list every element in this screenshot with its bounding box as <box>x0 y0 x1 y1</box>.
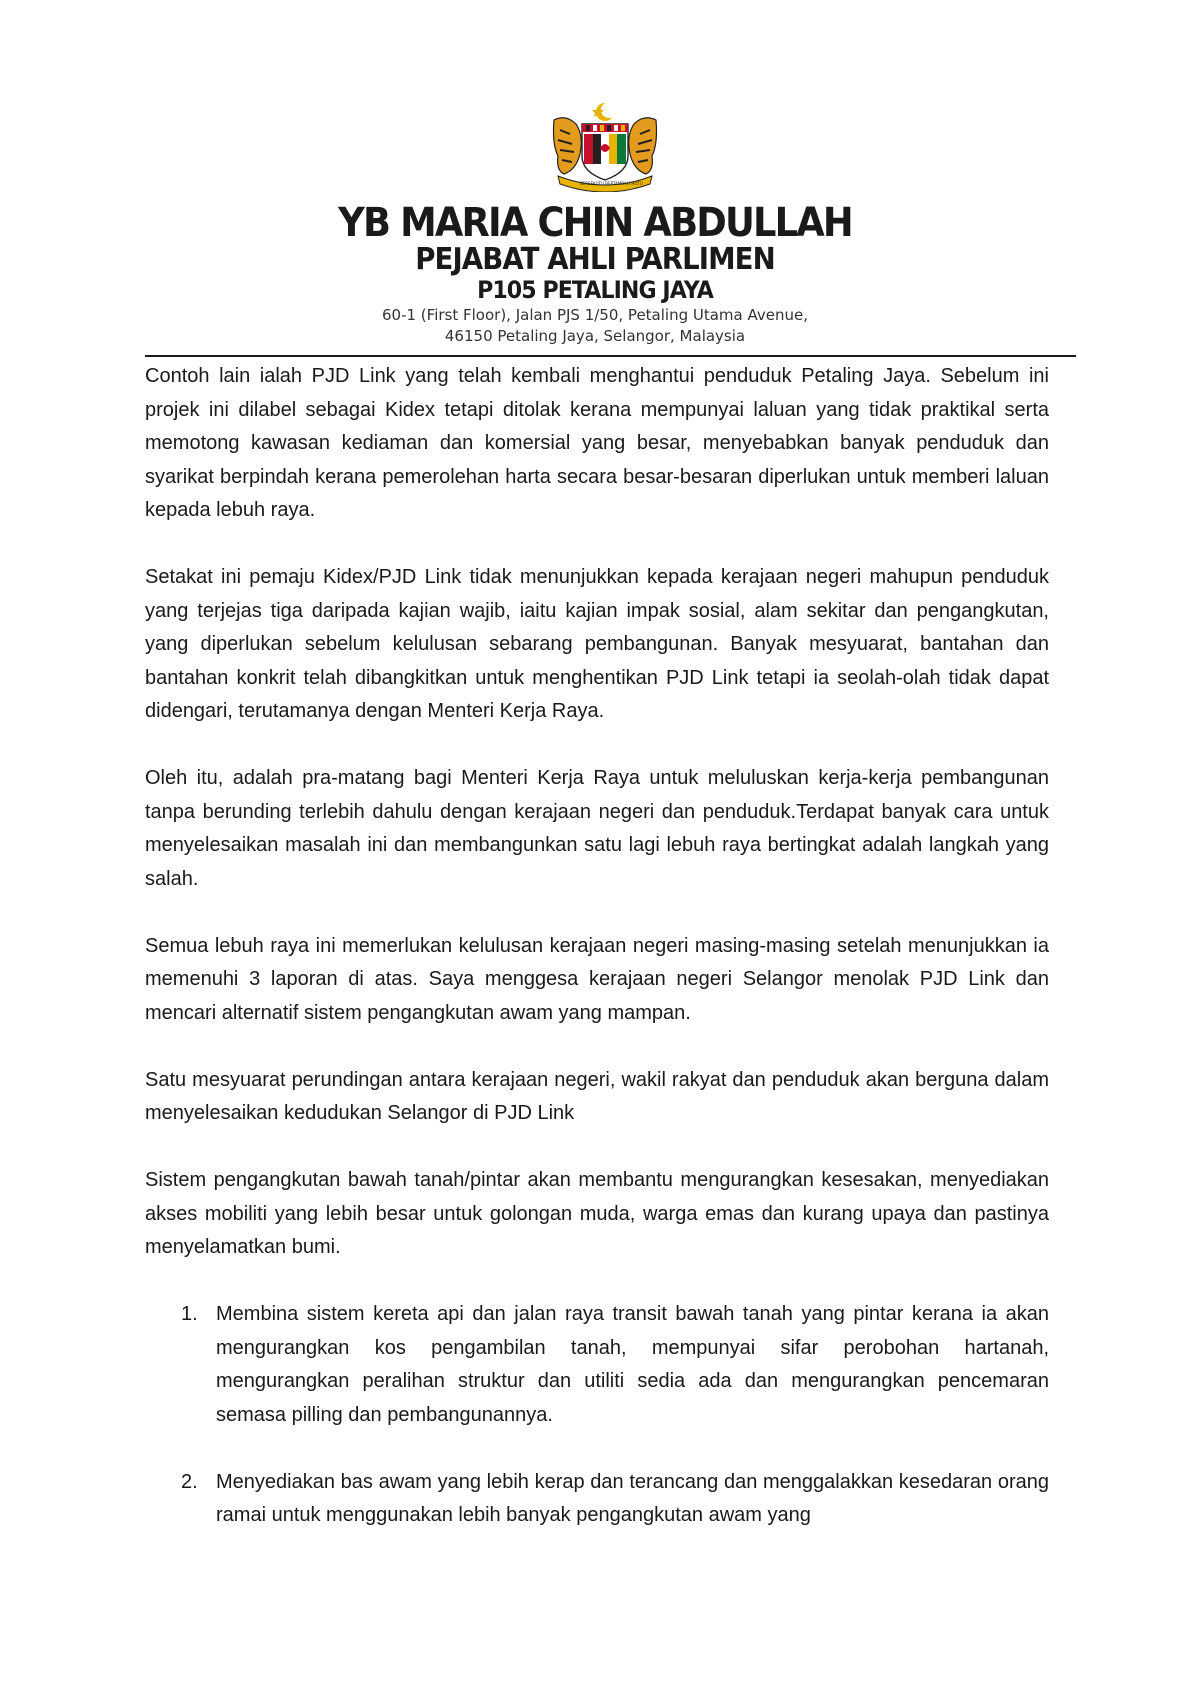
paragraph: Contoh lain ialah PJD Link yang telah kembali menghantui penduduk Petaling Jaya. Sebelum ini projek ini dilabel sebagai Kidex tetapi ditolak kerana mempunyai laluan yang tidak praktikal serta memotong kawasan kediaman dan komersial yang besar, menyebabkan banyak penduduk dan syarikat berpindah kerana pemerolehan harta secara besar-besaran diperlukan untuk memberi laluan kepada lebuh raya. <box>145 365 1049 521</box>
header-divider <box>145 355 1076 357</box>
list-text: Membina sistem kereta api dan jalan raya transit bawah tanah yang pintar kerana ia akan mengurangkan kos pengambilan tanah, mempunyai sifar perobohan hartanah, mengurangkan peralihan struktur dan utiliti sedia ada dan mengurangkan pencemaran semasa pilling dan pembangunannya. <box>216 1303 1049 1426</box>
paragraph: Semua lebuh raya ini memerlukan kelulusan kerajaan negeri masing-masing setelah menunjukkan ia memenuhi 3 laporan di atas. Saya menggesa kerajaan negeri Selangor menolak PJD Link dan mencari alternatif sistem pengangkutan awam yang mampan. <box>145 934 1049 1024</box>
paragraph: Satu mesyuarat perundingan antara kerajaan negeri, wakil rakyat dan penduduk akan berguna dalam menyelesaikan kedudukan Selangor di PJD Link <box>145 1068 1049 1124</box>
list-item <box>145 1298 1049 1432</box>
list-number: 1. <box>181 1303 198 1325</box>
svg-text:BERSEKUTU BERTAMBAH MUTU: BERSEKUTU BERTAMBAH MUTU <box>580 181 643 186</box>
paragraph: Setakat ini pemaju Kidex/PJD Link tidak menunjukkan kepada kerajaan negeri mahupun penduduk yang terjejas tiga daripada kajian wajib, iaitu kajian impak sosial, alam sekitar dan pengangkutan, yang diperlukan sebelum kelulusan sebarang pembangunan. Banyak mesyuarat, bantahan dan bantahan konkrit telah dibangkitkan untuk menghentikan PJD Link tetapi ia seolah-olah tidak dapat didengari, terutamanya dengan Menteri Kerja Raya. <box>145 566 1049 722</box>
list-text: Menyediakan bas awam yang lebih kerap dan terancang dan menggalakkan kesedaran orang ramai untuk menggunakan lebih banyak pengangkutan awam yang <box>216 1470 1049 1526</box>
list-number: 2. <box>181 1470 198 1493</box>
letter-body <box>145 360 1049 1566</box>
proposal-list <box>145 1298 1049 1533</box>
constituency: P105 PETALING JAYA <box>477 276 713 304</box>
address-line-2: 46150 Petaling Jaya, Selangor, Malaysia <box>444 327 746 345</box>
paragraph: Oleh itu, adalah pra-matang bagi Menteri Kerja Raya untuk meluluskan kerja-kerja pembangunan tanpa berunding terlebih dahulu dengan kerajaan negeri dan penduduk.Terdapat banyak cara untuk menyelesaikan masalah ini dan membangunkan satu lagi lebuh raya bertingkat adalah langkah yang salah. <box>145 767 1049 890</box>
coat-of-arms-icon <box>540 100 670 192</box>
paragraph: Sistem pengangkutan bawah tanah/pintar akan membantu mengurangkan kesesakan, menyediakan akses mobiliti yang lebih besar untuk golongan muda, warga emas dan kurang upaya dan pastinya menyelamatkan bumi. <box>145 1169 1049 1258</box>
office-title: PEJABAT AHLI PARLIMEN <box>415 242 775 277</box>
member-name: YB MARIA CHIN ABDULLAH <box>338 200 852 246</box>
address-line-1: 60-1 (First Floor), Jalan PJS 1/50, Petaling Utama Avenue, <box>382 306 808 324</box>
list-item <box>145 1466 1049 1533</box>
